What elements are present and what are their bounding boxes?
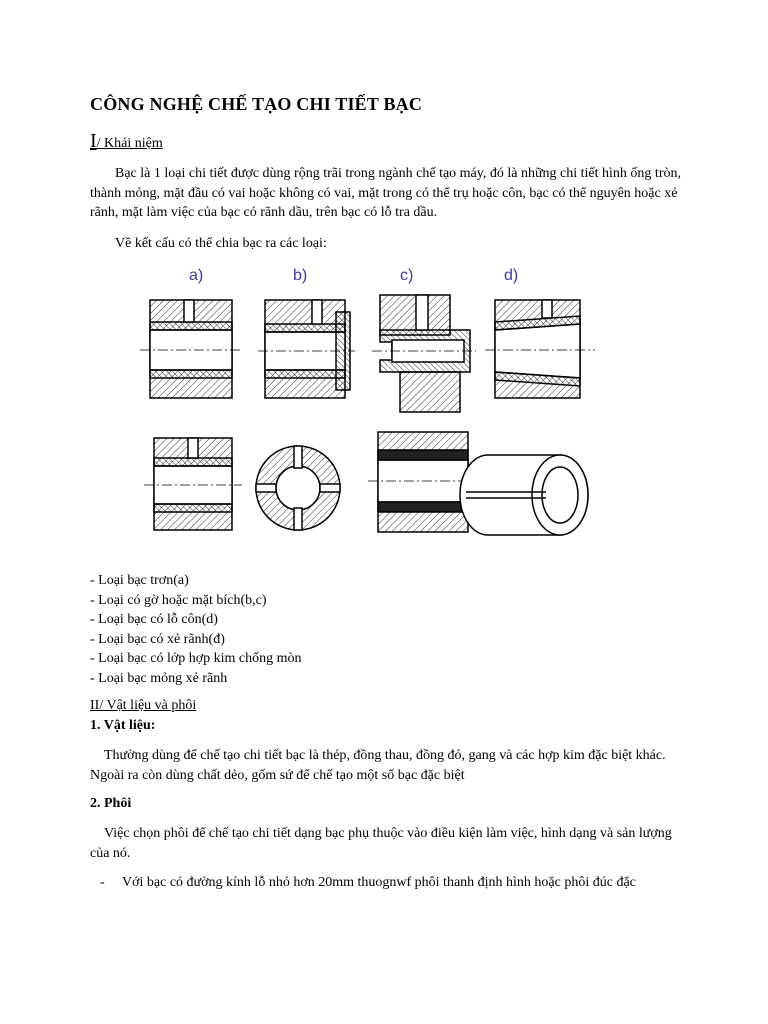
bullet-text: Với bạc có đường kính lỗ nhỏ hơn 20mm thuognwf phôi thanh định hình hoặc phôi đúc đặc: [122, 875, 636, 890]
drawing-a-plain-bushing: [140, 300, 240, 398]
materials-heading: 1. Vật liệu:: [90, 718, 156, 733]
list-item: - Loại bạc có xẻ rãnh(đ): [90, 631, 225, 647]
blank-heading: 2. Phôi: [90, 796, 132, 811]
drawing-split-ring-end-view: [256, 446, 340, 530]
drawing-thin-split-bushing: [460, 455, 588, 535]
bullet-dash: -: [100, 875, 105, 890]
list-item: - Loại bạc mỏng xẻ rãnh: [90, 670, 228, 686]
figure-label-c: c): [400, 267, 414, 284]
figure-label-d: d): [504, 267, 519, 284]
section-2-heading: II/ Vật liệu và phôi: [90, 698, 197, 713]
drawing-e-grooved-bushing: [144, 438, 242, 530]
list-item: - Loại bạc trơn(a): [90, 573, 189, 588]
list-item: - Loại có gờ hoặc mặt bích(b,c): [90, 592, 267, 608]
blank-bullet-item: [100, 875, 636, 891]
figure-label-b: b): [293, 267, 308, 284]
drawing-d-tapered-bushing: [485, 300, 595, 398]
blank-paragraph: Việc chọn phôi để chế tạo chi tiết dạng bạc phụ thuộc vào điều kiện làm việc, hình dạng và sản lượng của nó.: [90, 826, 672, 861]
drawing-b-flanged-bushing: [258, 300, 355, 398]
classification-paragraph: Về kết cấu có thể chia bạc ra các loại:: [115, 236, 327, 251]
drawing-c-shoulder-bushing: [372, 295, 476, 412]
bushing-types-list: [90, 571, 302, 688]
section-1-label: / Khái niệm: [96, 136, 163, 151]
figure-label-a: a): [189, 267, 204, 284]
list-item: - Loại bạc có lớp hợp kim chống mòn: [90, 651, 302, 666]
section-1-heading: [90, 130, 163, 153]
section-1-numeral: I: [90, 130, 97, 152]
document-title: CÔNG NGHỆ CHẾ TẠO CHI TIẾT BẠC: [90, 94, 423, 114]
intro-paragraph: Bạc là 1 loại chi tiết được dùng rộng trãi trong ngành chế tạo máy, đó là những chi tiết hình ống tròn, thành mỏng, mặt đầu có vai hoặc không có vai, mặt trong có thể trụ hoặc côn, bạc có thể nguyên hoặc xẻ rãnh, mặt làm việc của bạc có rãnh dầu, trên bạc có lỗ tra dầu.: [90, 166, 681, 220]
bushing-types-figure: [140, 260, 610, 560]
materials-paragraph: Thường dùng để chế tạo chi tiết bạc là thép, đồng thau, đồng đỏ, gang và các hợp kim đặc biệt khác. Ngoài ra còn dùng chất dẻo, gốm sứ để chế tạo một số bạc đặc biệt: [90, 748, 666, 783]
list-item: - Loại bạc có lỗ côn(d): [90, 612, 218, 627]
